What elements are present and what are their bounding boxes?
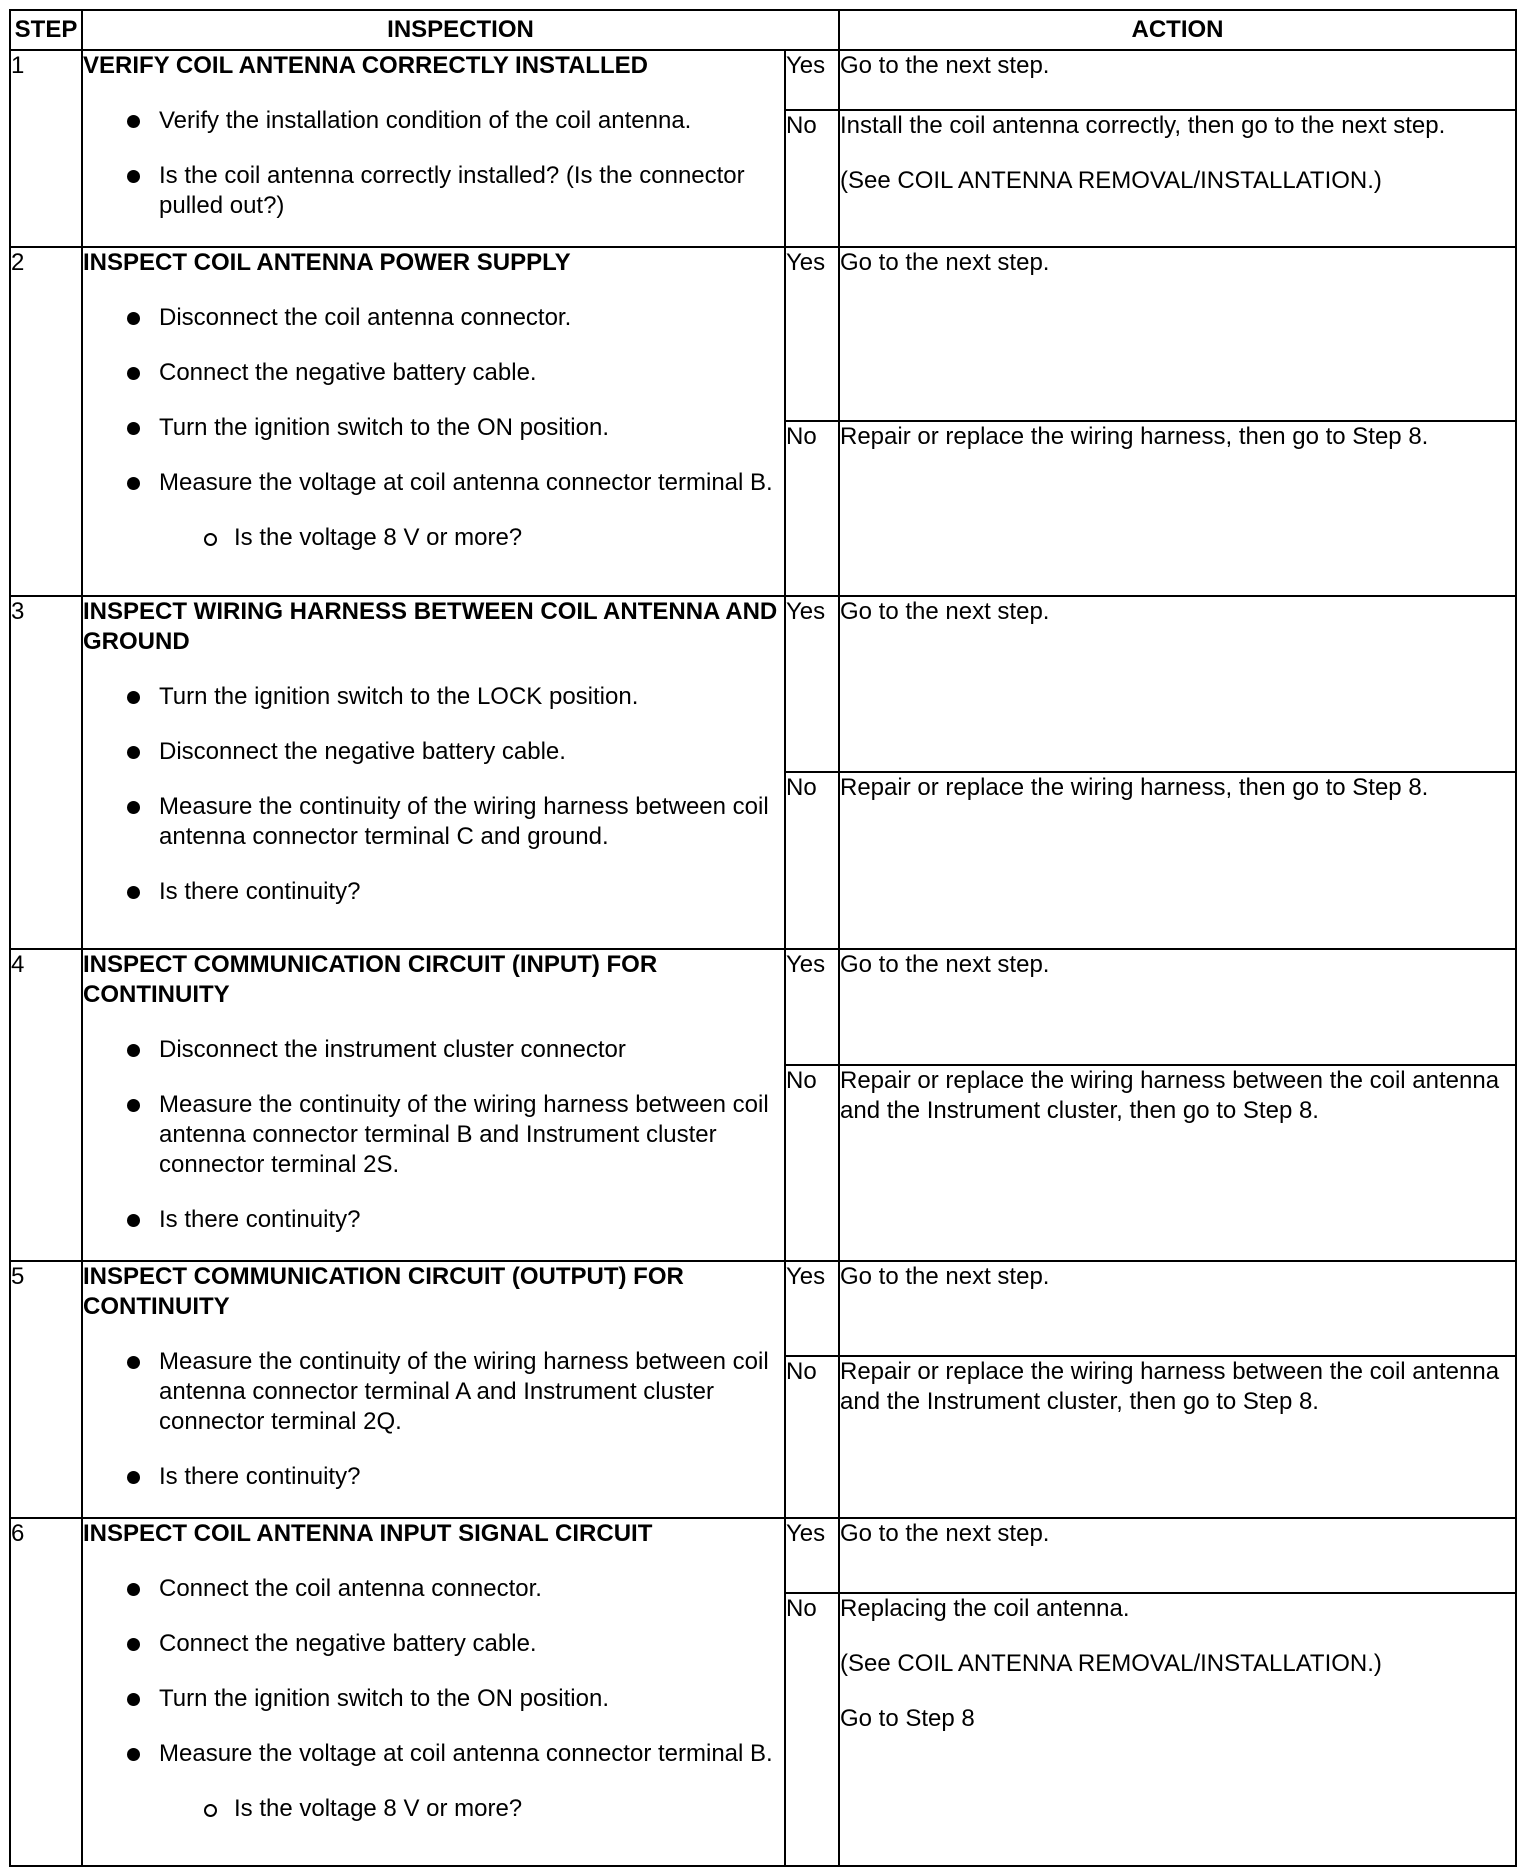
bullet-icon [127,1356,140,1369]
action-text: Go to the next step. [840,1520,1050,1547]
yes-action [839,1518,1516,1593]
bullet-icon [127,1583,140,1596]
no-label: No [785,1593,839,1866]
no-action [839,110,1516,247]
action-text: Repair or replace the wiring harness, then go to Step 8. [840,423,1429,450]
yes-label: Yes [785,596,839,772]
no-action [839,1593,1516,1866]
yes-action [839,247,1516,421]
table-row [10,247,1516,421]
inspection-item-text: Measure the voltage at coil antenna connector terminal B. [159,469,773,496]
inspection-item [83,792,784,852]
step-number: 2 [10,247,82,596]
no-action [839,772,1516,949]
inspection-cell [82,50,785,247]
bullet-icon [127,115,140,128]
action-text: Go to the next step. [840,249,1050,276]
header-step: STEP [10,10,82,50]
inspection-item [83,737,784,767]
inspection-item [83,1574,784,1604]
action-text: Go to the next step. [840,1263,1050,1290]
bullet-icon [127,422,140,435]
inspection-item [83,1629,784,1659]
action-text: Repair or replace the wiring harness, then go to Step 8. [840,774,1429,801]
action-text: Replacing the coil antenna. [840,1595,1130,1622]
bullet-icon [127,1099,140,1112]
no-label: No [785,1065,839,1261]
inspection-item [83,1035,784,1065]
action-text: Install the coil antenna correctly, then go to the next step. [840,112,1446,140]
inspection-item-text: Measure the continuity of the wiring harness between coil antenna connector terminal B and Instrument cluster connector terminal 2S. [159,1091,769,1178]
bullet-icon [127,1748,140,1761]
action-text: Go to the next step. [840,52,1050,79]
bullet-icon [127,886,140,899]
inspection-item-text: Is there continuity? [159,1206,361,1233]
inspection-cell [82,949,785,1261]
table-row [10,596,1516,772]
bullet-icon [127,170,140,183]
step-number: 1 [10,50,82,247]
yes-action [839,949,1516,1065]
inspection-title: INSPECT WIRING HARNESS BETWEEN COIL ANTENNA AND GROUND [83,598,778,655]
no-label: No [785,1356,839,1518]
step-number: 4 [10,949,82,1261]
inspection-item-text: Measure the continuity of the wiring harness between coil antenna connector terminal A and Instrument cluster connector terminal 2Q. [159,1348,769,1435]
table-row [10,1518,1516,1593]
inspection-item [83,161,784,221]
inspection-item [83,1205,784,1235]
step-number: 6 [10,1518,82,1866]
inspection-item [83,1462,784,1492]
inspection-title: INSPECT COIL ANTENNA POWER SUPPLY [83,249,571,276]
inspection-item-text: Is there continuity? [159,878,361,905]
inspection-item-text: Verify the installation condition of the coil antenna. [159,107,692,134]
header-row [10,10,1516,50]
inspection-cell [82,596,785,949]
bullet-icon [127,312,140,325]
inspection-cell [82,1261,785,1518]
inspection-sub-item [83,523,784,553]
inspection-item [83,303,784,333]
hollow-bullet-icon [204,1804,217,1817]
no-action [839,1065,1516,1261]
table-row [10,1261,1516,1356]
action-text: Repair or replace the wiring harness between the coil antenna and the Instrument cluster, then go to Step 8. [840,1066,1500,1124]
bullet-icon [127,691,140,704]
action-text: (See COIL ANTENNA REMOVAL/INSTALLATION.) [840,167,1382,195]
inspection-title: VERIFY COIL ANTENNA CORRECTLY INSTALLED [83,52,648,79]
inspection-title: INSPECT COIL ANTENNA INPUT SIGNAL CIRCUIT [83,1520,653,1547]
inspection-item-text: Connect the negative battery cable. [159,359,537,386]
yes-action [839,50,1516,110]
inspection-item [83,106,784,136]
bullet-icon [127,1214,140,1227]
inspection-item [83,1684,784,1714]
inspection-item-text: Turn the ignition switch to the ON position. [159,414,609,441]
header-action: ACTION [839,10,1516,50]
yes-action [839,596,1516,772]
table-body [10,50,1516,1866]
yes-label: Yes [785,949,839,1065]
yes-label: Yes [785,1518,839,1593]
no-action [839,1356,1516,1518]
action-text: Repair or replace the wiring harness between the coil antenna and the Instrument cluster, then go to Step 8. [840,1357,1500,1415]
inspection-item-text: Measure the voltage at coil antenna connector terminal B. [159,1740,773,1767]
yes-label: Yes [785,50,839,110]
yes-action [839,1261,1516,1356]
yes-label: Yes [785,1261,839,1356]
inspection-item-text: Connect the coil antenna connector. [159,1575,542,1602]
inspection-item-text: Is the voltage 8 V or more? [234,524,523,551]
inspection-item-text: Connect the negative battery cable. [159,1630,537,1657]
bullet-icon [127,367,140,380]
bullet-icon [127,1471,140,1484]
action-text: Go to the next step. [840,598,1050,625]
inspection-item-text: Turn the ignition switch to the ON position. [159,1685,609,1712]
bullet-icon [127,477,140,490]
inspection-cell [82,247,785,596]
bullet-icon [127,746,140,759]
inspection-item [83,358,784,388]
inspection-item [83,1090,784,1180]
action-text: (See COIL ANTENNA REMOVAL/INSTALLATION.) [840,1650,1382,1677]
step-number: 5 [10,1261,82,1518]
step-number: 3 [10,596,82,949]
action-text: Go to the next step. [840,951,1050,978]
inspection-item [83,1347,784,1437]
no-label: No [785,110,839,247]
inspection-item-text: Disconnect the negative battery cable. [159,738,566,765]
table-row [10,949,1516,1065]
action-text: Go to Step 8 [840,1705,975,1732]
inspection-sub-item [83,1794,784,1824]
inspection-item [83,682,784,712]
header-inspection: INSPECTION [82,10,839,50]
no-label: No [785,421,839,596]
hollow-bullet-icon [204,533,217,546]
inspection-item [83,1739,784,1769]
inspection-item-text: Is the voltage 8 V or more? [234,1795,523,1822]
inspection-title: INSPECT COMMUNICATION CIRCUIT (OUTPUT) FOR CONTINUITY [83,1263,684,1320]
inspection-item-text: Is the coil antenna correctly installed? (Is the connector pulled out?) [159,162,745,219]
inspection-item-text: Turn the ignition switch to the LOCK position. [159,683,639,710]
inspection-item-text: Disconnect the instrument cluster connector [159,1036,626,1063]
yes-label: Yes [785,247,839,421]
bullet-icon [127,1044,140,1057]
inspection-item-text: Measure the continuity of the wiring harness between coil antenna connector terminal C and ground. [159,793,769,850]
bullet-icon [127,801,140,814]
inspection-item [83,413,784,443]
inspection-cell [82,1518,785,1866]
inspection-item [83,468,784,498]
no-action [839,421,1516,596]
inspection-item [83,877,784,907]
table-row [10,50,1516,110]
bullet-icon [127,1693,140,1706]
no-label: No [785,772,839,949]
inspection-item-text: Is there continuity? [159,1463,361,1490]
inspection-item-text: Disconnect the coil antenna connector. [159,304,572,331]
inspection-title: INSPECT COMMUNICATION CIRCUIT (INPUT) FOR CONTINUITY [83,951,658,1008]
diagnostic-table [9,9,1517,1867]
bullet-icon [127,1638,140,1651]
